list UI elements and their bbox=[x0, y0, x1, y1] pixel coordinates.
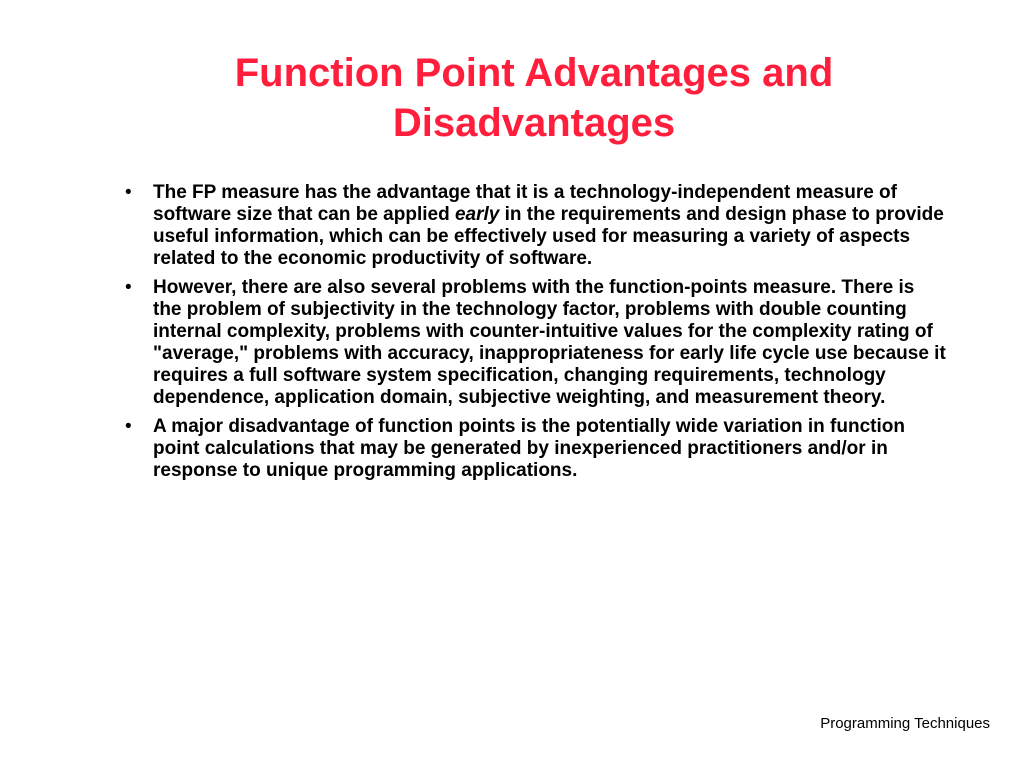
bullet-item-fp-problems bbox=[118, 277, 948, 409]
slide-footer: Programming Techniques bbox=[820, 715, 990, 732]
emphasized-word-early: early bbox=[454, 204, 500, 225]
bullet-text-part-2: in the requirements and design phase to provide useful information, which can be effectively used for measuring a variety of aspects related to the economic productivity of software. bbox=[153, 204, 944, 269]
bullet-list bbox=[118, 182, 948, 489]
bullet-marker: • bbox=[125, 182, 132, 203]
bullet-item-fp-disadvantage bbox=[118, 416, 948, 482]
bullet-marker: • bbox=[125, 277, 132, 298]
slide-title-line-1: Function Point Advantages and bbox=[234, 51, 834, 95]
bullet-text-part-1: The FP measure has the advantage that it is a technology-independent measure of software size that can be applied bbox=[153, 182, 897, 225]
bullet-text: A major disadvantage of function points is the potentially wide variation in function point calculations that may be generated by inexperienced practitioners and/or in response to unique programming applications. bbox=[153, 416, 905, 481]
bullet-marker: • bbox=[125, 416, 132, 437]
slide-title bbox=[110, 48, 958, 148]
bullet-text: However, there are also several problems with the function-points measure. There is the problem of subjectivity in the technology factor, problems with double counting internal complexity, problems with counter-intuitive values for the complexity rating of "average," problems with accuracy, inappropriateness for early life cycle use because it requires a full software system specification, changing requirements, technology dependence, application domain, subjective weighting, and measurement theory. bbox=[153, 277, 946, 408]
bullet-item-fp-advantage bbox=[118, 182, 948, 270]
slide-title-line-2: Disadvantages bbox=[392, 101, 676, 145]
